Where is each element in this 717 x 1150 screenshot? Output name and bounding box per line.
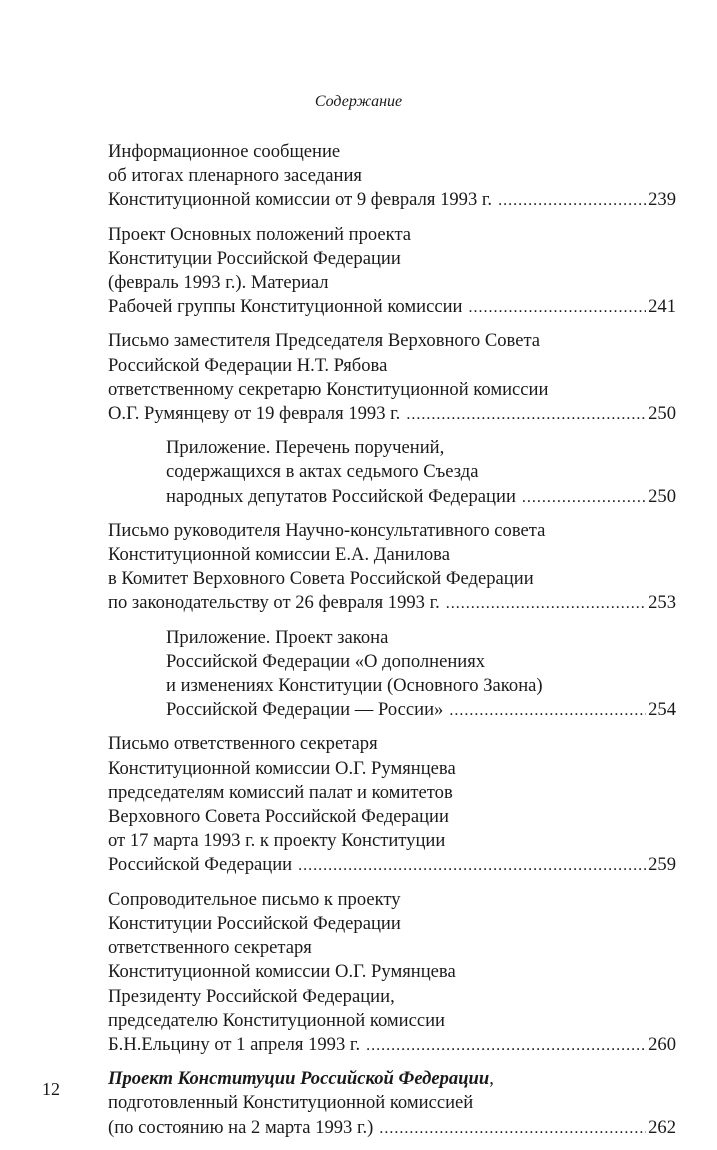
toc-page-number[interactable]: 253 [648, 592, 676, 614]
toc-entry[interactable] [108, 519, 676, 617]
toc-entry-line: ответственного секретаря [108, 937, 312, 959]
toc-entry-bold-title: Проект Конституции Российской Федерации [108, 1068, 490, 1090]
toc-entry-line: подготовленный Конституционной комиссией [108, 1092, 474, 1114]
toc-entry-line: председателю Конституционной комиссии [108, 1009, 446, 1031]
toc-entry-line: Конституции Российской Федерации [108, 912, 401, 934]
toc-entry-line: народных депутатов Российской Федерации [166, 485, 516, 507]
toc-entry-line: Информационное сообщение [108, 141, 341, 162]
toc-entry-last-line [108, 591, 676, 616]
toc-entry[interactable] [108, 436, 676, 510]
toc-entry-line: Письмо ответственного секретаря [108, 733, 378, 755]
toc-page-number[interactable]: 260 [648, 1033, 676, 1055]
toc-entry-title-line [108, 1067, 676, 1091]
toc-entry-line: по законодательству от 26 февраля 1993 г. [108, 592, 440, 614]
toc-entry-line: (февраль 1993 г.). Материал [108, 272, 329, 294]
toc-entry-last-line [108, 853, 676, 878]
toc-entry-line: Конституционной комиссии от 9 февраля 1993 г. [108, 189, 493, 211]
toc-entry-line: Сопроводительное письмо к проекту [108, 888, 401, 910]
dot-leader [379, 1117, 646, 1141]
toc-entry-line: Российской Федерации «О дополнениях [166, 650, 486, 672]
toc-entry[interactable] [108, 888, 676, 1058]
dot-leader [522, 486, 646, 510]
toc-entry-line: в Комитет Верховного Совета Российской Федерации [108, 568, 534, 590]
toc-entry-line: О.Г. Румянцеву от 19 февраля 1993 г. [108, 403, 401, 425]
dot-leader [498, 189, 646, 213]
toc-entry-line: Российской Федерации — России» [166, 699, 444, 721]
page-number: 12 [42, 1079, 60, 1099]
dot-leader [298, 854, 646, 878]
toc-entry-last-line [108, 1033, 676, 1058]
toc-entry-bold-suffix: , [489, 1068, 494, 1090]
toc-entry-line: об итогах пленарного заседания [108, 165, 362, 187]
toc-entry-last-line [108, 295, 676, 320]
toc-entry-line: Проект Основных положений проекта [108, 223, 412, 245]
toc-entry-line: Президенту Российской Федерации, [108, 985, 395, 1007]
toc-entry-line: Письмо руководителя Научно-консультативного совета [108, 519, 546, 541]
toc-entry-last-line [108, 402, 676, 427]
dot-leader [449, 699, 646, 723]
toc-entry-last-line [108, 1116, 676, 1141]
table-of-contents [108, 140, 676, 1150]
toc-page-number[interactable]: 262 [648, 1116, 676, 1138]
dot-leader [446, 592, 646, 616]
toc-entry-line: Письмо заместителя Председателя Верховного Совета [108, 330, 541, 352]
toc-entry-line: содержащихся в актах седьмого Съезда [166, 461, 479, 483]
toc-entry[interactable] [108, 626, 676, 724]
toc-entry-line: Конституционной комиссии О.Г. Румянцева [108, 757, 456, 779]
toc-entry-last-line [166, 698, 676, 723]
toc-entry[interactable] [108, 732, 676, 878]
toc-entry[interactable] [108, 223, 676, 321]
toc-entry-line: Конституционной комиссии О.Г. Румянцева [108, 961, 456, 983]
toc-entry[interactable] [108, 1067, 676, 1141]
toc-entry-line: председателям комиссий палат и комитетов [108, 781, 453, 803]
toc-page-number[interactable]: 239 [648, 189, 676, 211]
toc-page-number[interactable]: 254 [648, 699, 676, 721]
dot-leader [406, 403, 646, 427]
toc-entry-line: Приложение. Перечень поручений, [166, 437, 445, 459]
toc-entry-line: Б.Н.Ельцину от 1 апреля 1993 г. [108, 1033, 361, 1055]
toc-entry-line: Верховного Совета Российской Федерации [108, 806, 449, 828]
toc-page-number[interactable]: 250 [648, 485, 676, 507]
dot-leader [366, 1034, 646, 1058]
toc-entry[interactable] [108, 140, 676, 214]
toc-entry-line: ответственному секретарю Конституционной комиссии [108, 378, 549, 400]
toc-entry[interactable] [108, 329, 676, 427]
dot-leader [468, 296, 646, 320]
toc-entry-line: от 17 марта 1993 г. к проекту Конституции [108, 830, 446, 852]
toc-entry-last-line [108, 188, 676, 213]
toc-page-number[interactable]: 259 [648, 854, 676, 876]
toc-entry-line: (по состоянию на 2 марта 1993 г.) [108, 1116, 374, 1138]
toc-entry-line: Российской Федерации [108, 854, 293, 876]
toc-entry-line: Приложение. Проект закона [166, 626, 389, 648]
toc-entry-last-line [166, 485, 676, 510]
toc-entry-line: Конституции Российской Федерации [108, 247, 401, 269]
toc-entry-line: Рабочей группы Конституционной комиссии [108, 296, 463, 318]
toc-page-number[interactable]: 241 [648, 296, 676, 318]
toc-page-number[interactable]: 250 [648, 403, 676, 425]
running-header: Содержание [314, 93, 403, 110]
toc-entry-line: Российской Федерации Н.Т. Рябова [108, 354, 388, 376]
toc-entry-line: Конституционной комиссии Е.А. Данилова [108, 544, 450, 566]
toc-entry-line: и изменениях Конституции (Основного Закона) [166, 675, 543, 697]
